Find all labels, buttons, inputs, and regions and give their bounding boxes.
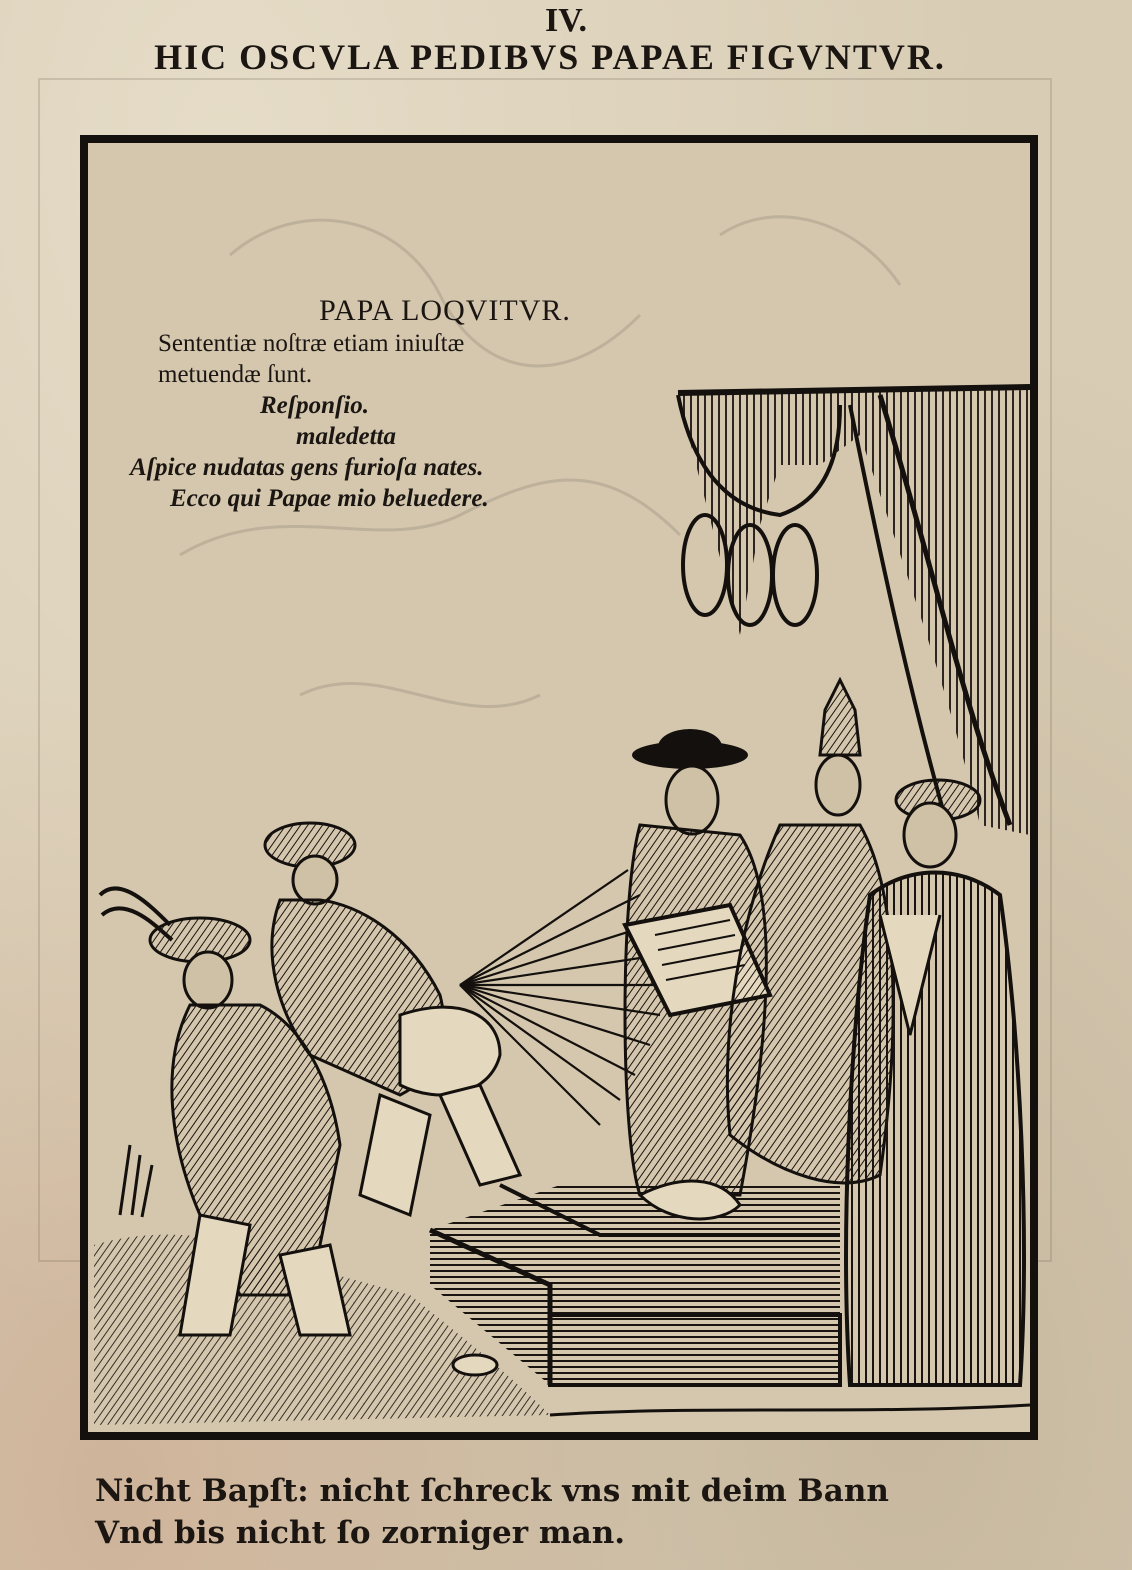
speech-line: Sententiæ noſtræ etiam iniuſtæ xyxy=(158,330,465,357)
verse-line: Vnd bis nicht ſo zorniger man. xyxy=(95,1515,626,1551)
response-label: Reſponſio. xyxy=(260,392,370,419)
plate-number: IV. xyxy=(545,2,587,39)
response-line: maledetta xyxy=(296,423,396,450)
german-verse xyxy=(95,1470,995,1554)
speech-block xyxy=(130,295,690,514)
speech-line: metuendæ ſunt. xyxy=(158,361,313,388)
speech-heading: PAPA LOQVITVR. xyxy=(319,294,571,327)
response-line: Ecco qui Papae mio beluedere. xyxy=(170,485,489,512)
response-line: Aſpice nudatas gens furioſa nates. xyxy=(130,454,484,481)
verse-line: Nicht Bapſt: nicht ſchreck vns mit deim Bann xyxy=(95,1473,889,1509)
plate-title: HIC OSCVLA PEDIBVS PAPAE FIGVNTVR. xyxy=(154,37,946,77)
woodcut-frame xyxy=(80,135,1038,1440)
